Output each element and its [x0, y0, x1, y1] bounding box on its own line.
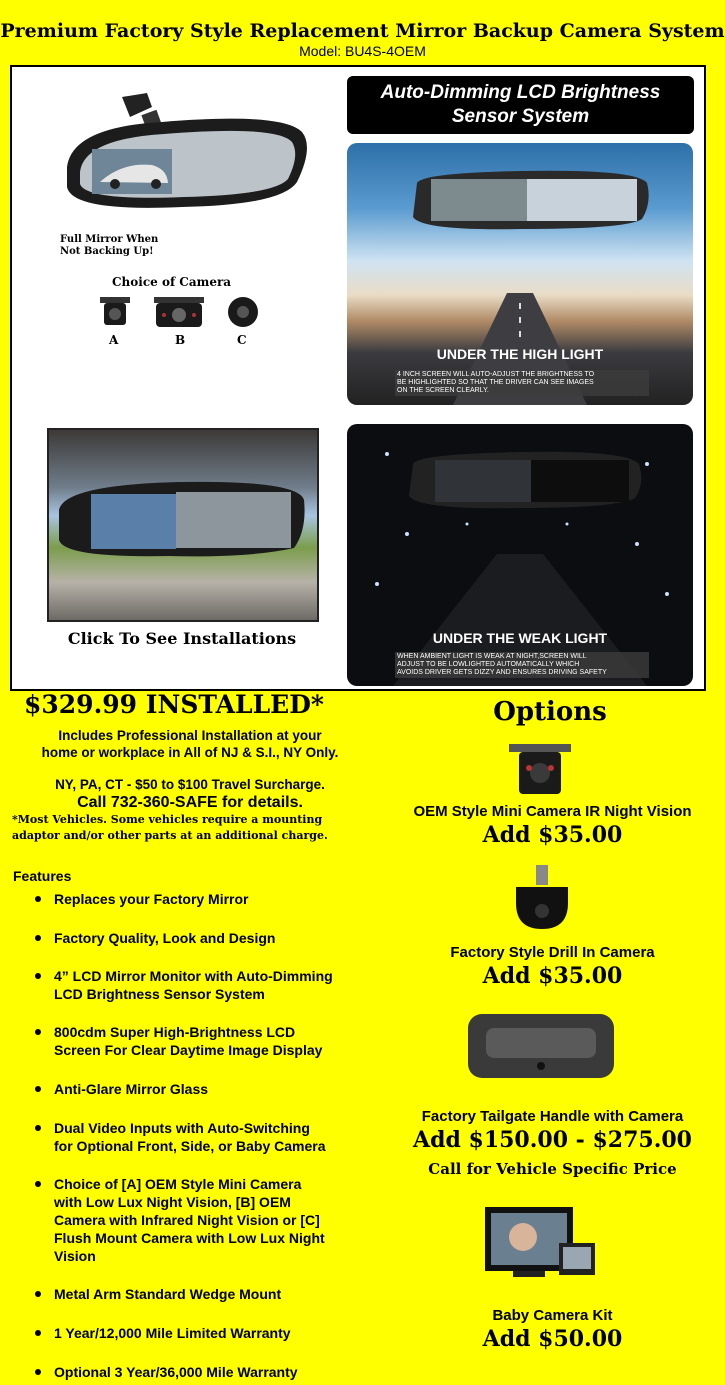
camera-choice-title: Choice of Camera [112, 275, 232, 289]
camera-a-label: A [109, 333, 119, 347]
high-light-caption: 4 INCH SCREEN WILL AUTO-ADJUST THE BRIGHTNESS TO BE HIGHLIGHTED SO THAT THE DRIVER CAN SEE IMAGES ON THE SCREEN CLEARLY. [395, 370, 649, 396]
option-price-tailgate: Add $150.00 - $275.00 [413, 1127, 692, 1153]
high-light-panel [347, 143, 693, 405]
camera-c-label: C [237, 333, 247, 347]
feature-item [54, 1285, 374, 1303]
feature-line: LCD Brightness Sensor System [54, 986, 265, 1002]
feature-bullet [35, 1291, 41, 1297]
full-mirror-caption: Full Mirror When Not Backing Up! [60, 234, 159, 257]
options-title: Options [493, 697, 607, 727]
travel-surcharge: NY, PA, CT - $50 to $100 Travel Surcharge. [55, 777, 325, 792]
tailgate-handle-icon [466, 1010, 616, 1082]
feature-bullet [35, 1029, 41, 1035]
feature-bullet [35, 973, 41, 979]
features-title: Features [13, 868, 72, 884]
feature-item [54, 1324, 374, 1342]
installed-mirror-image [49, 430, 317, 620]
feature-item [54, 1080, 374, 1098]
daytime-road-image [347, 143, 693, 405]
camera-a-icon [96, 295, 134, 329]
baby-monitor-icon [483, 1205, 599, 1285]
product-gallery [10, 65, 706, 691]
vehicle-note: *Most Vehicles. Some vehicles require a mounting adaptor and/or other parts at an additional charge. [12, 813, 328, 842]
camera-b-icon [150, 295, 208, 329]
feature-line: 800cdm Super High-Brightness LCD [54, 1024, 296, 1040]
feature-item [54, 1119, 374, 1155]
feature-item [54, 967, 374, 1003]
feature-item [54, 890, 374, 908]
option-name-tailgate: Factory Tailgate Handle with Camera [421, 1108, 684, 1125]
feature-bullet [35, 1369, 41, 1375]
call-for-details: Call 732-360-SAFE for details. [77, 794, 303, 811]
feature-item [54, 929, 374, 947]
feature-line: Factory Quality, Look and Design [54, 930, 276, 946]
feature-item [54, 1023, 374, 1059]
camera-c-icon [225, 295, 261, 329]
mini-camera-icon [507, 740, 573, 798]
drill-camera-icon [510, 863, 574, 933]
installed-price: $329.99 INSTALLED* [24, 690, 324, 719]
feature-item [54, 1175, 374, 1265]
feature-line: Camera with Infrared Night Vision or [C] [54, 1212, 320, 1228]
feature-bullet [35, 896, 41, 902]
weak-light-caption: WHEN AMBIENT LIGHT IS WEAK AT NIGHT,SCREEN WILL ADJUST TO BE LOWLIGHTED AUTOMATICALLY WHICH AVOIDS DRIVER GETS DIZZY AND ENSURES DRIVING SAFETY [395, 652, 649, 678]
page-title: Premium Factory Style Replacement Mirror Backup Camera System [0, 20, 725, 42]
feature-line: Anti-Glare Mirror Glass [54, 1081, 209, 1097]
camera-b-label: B [175, 333, 186, 347]
feature-bullet [35, 1330, 41, 1336]
installation-includes: Includes Professional Installation at your home or workplace in All of NJ & S.I., NY Only. [41, 728, 339, 760]
feature-bullet [35, 1086, 41, 1092]
feature-bullet [35, 1181, 41, 1187]
option-price-drill-camera: Add $35.00 [482, 963, 623, 989]
option-name-baby-camera: Baby Camera Kit [492, 1307, 613, 1324]
installation-photo[interactable] [47, 428, 319, 622]
feature-line: Dual Video Inputs with Auto-Switching [54, 1120, 310, 1136]
feature-line: with Low Lux Night Vision, [B] OEM [54, 1194, 291, 1210]
feature-line: for Optional Front, Side, or Baby Camera [54, 1138, 326, 1154]
feature-line: Choice of [A] OEM Style Mini Camera [54, 1176, 302, 1192]
feature-line: Replaces your Factory Mirror [54, 891, 249, 907]
feature-line: 1 Year/12,000 Mile Limited Warranty [54, 1325, 291, 1341]
night-road-image [347, 424, 693, 686]
feature-line: Optional 3 Year/36,000 Mile Warranty [54, 1364, 298, 1380]
model-number: Model: BU4S-4OEM [299, 43, 426, 59]
weak-light-panel [347, 424, 693, 686]
feature-line: Flush Mount Camera with Low Lux Night [54, 1230, 325, 1246]
rearview-mirror-image [52, 87, 322, 227]
auto-dimming-banner: Auto-Dimming LCD Brightness Sensor System [347, 76, 694, 134]
high-light-heading: UNDER THE HIGH LIGHT [436, 346, 604, 362]
feature-bullet [35, 1125, 41, 1131]
option-price-baby-camera: Add $50.00 [482, 1326, 623, 1352]
feature-item [54, 1363, 374, 1381]
feature-line: 4” LCD Mirror Monitor with Auto-Dimming [54, 968, 333, 984]
feature-line: Screen For Clear Daytime Image Display [54, 1042, 323, 1058]
see-installations-link[interactable]: Click To See Installations [67, 629, 297, 648]
feature-line: Vision [54, 1248, 96, 1264]
option-name-mini-camera: OEM Style Mini Camera IR Night Vision [413, 803, 692, 820]
feature-bullet [35, 935, 41, 941]
feature-line: Metal Arm Standard Wedge Mount [54, 1286, 282, 1302]
option-sub-tailgate: Call for Vehicle Specific Price [428, 1160, 677, 1178]
option-price-mini-camera: Add $35.00 [482, 822, 623, 848]
option-name-drill-camera: Factory Style Drill In Camera [450, 944, 655, 961]
weak-light-heading: UNDER THE WEAK LIGHT [432, 630, 608, 646]
